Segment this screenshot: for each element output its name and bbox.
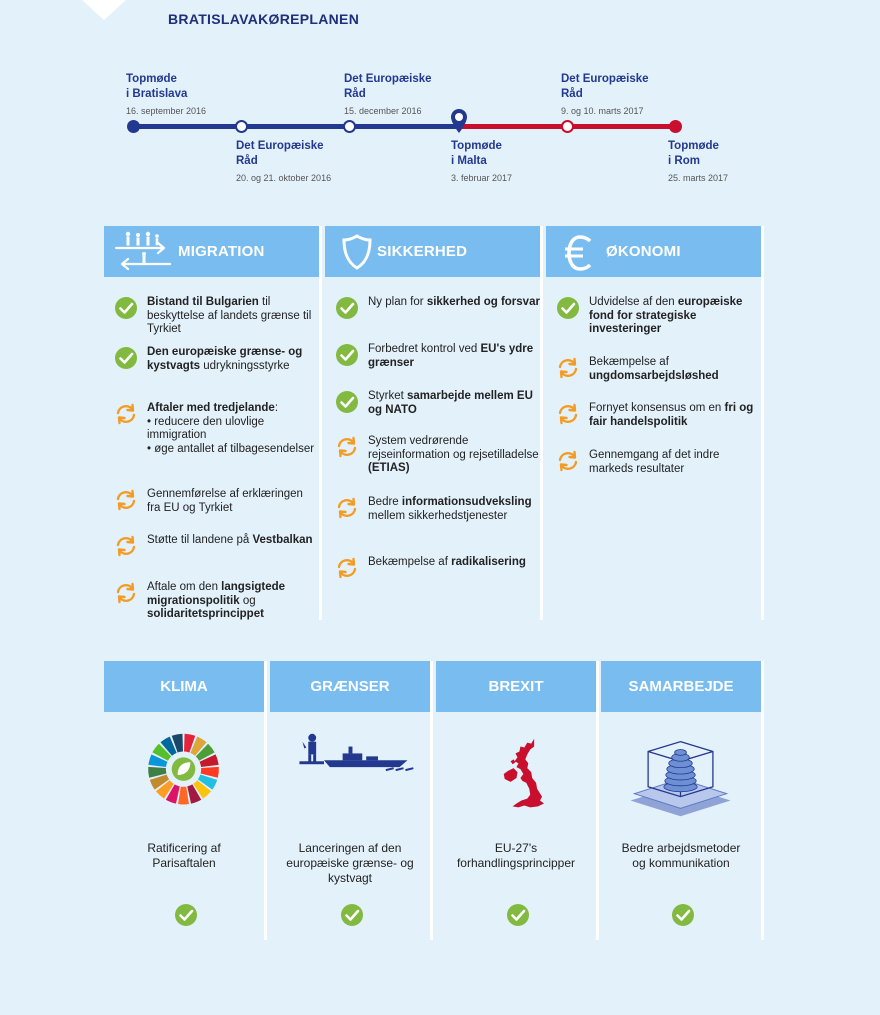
timeline-node <box>235 120 248 133</box>
check-icon <box>335 296 359 320</box>
column-title: SIKKERHED <box>377 243 468 260</box>
sdg-segment <box>178 787 189 805</box>
list-item-text <box>147 346 319 373</box>
text-segment: ungdomsarbejdsløshed <box>589 369 719 382</box>
text-segment: Bedre <box>368 496 402 508</box>
text-segment: langsigtede migrationspolitik <box>147 581 286 607</box>
migration-icon <box>114 230 172 274</box>
box-title: GRÆNSER <box>270 661 430 712</box>
text-segment: Bekæmpelse af <box>368 556 452 568</box>
box-samarbejde <box>601 661 764 940</box>
box-text: Ratificering af Parisaftalen <box>147 841 221 870</box>
check-icon <box>114 296 138 320</box>
check-icon <box>335 343 359 367</box>
box-brexit <box>436 661 599 940</box>
text-segment: EU's ydre grænser <box>368 343 534 369</box>
list-item-text <box>147 534 319 548</box>
timeline-label: Det Europæiske Råd <box>344 73 432 100</box>
check-icon <box>174 903 198 927</box>
text-segment: solidaritetsprincippet <box>147 608 264 620</box>
text-segment: Vestbalkan <box>252 534 313 546</box>
timeline-date: 15. december 2016 <box>344 106 422 116</box>
list-item-text <box>589 449 761 476</box>
list-item-text <box>589 402 761 429</box>
box-klima <box>104 661 267 940</box>
column-header <box>325 226 540 277</box>
text-segment: Aftaler med tredjelande <box>147 402 275 414</box>
page-title: BRATISLAVAKØREPLANEN <box>168 11 360 27</box>
in-progress-icon <box>556 402 580 426</box>
box-text: Bedre arbejdsmetoder og kommunikation <box>621 841 741 870</box>
uk-map-icon <box>436 731 596 821</box>
column-migration <box>104 226 322 620</box>
timeline-node <box>669 120 682 133</box>
box-title: KLIMA <box>104 661 264 712</box>
timeline-date: 3. februar 2017 <box>451 173 513 183</box>
timeline-label: Topmøde i Bratislava <box>126 73 188 100</box>
map-pin-icon <box>450 108 468 134</box>
text-segment: Forbedret kontrol ved <box>368 343 481 355</box>
text-segment: Den europæiske grænse- og kystvagts <box>147 346 303 372</box>
list-item-text <box>589 296 761 337</box>
text-segment: Fornyet konsensus om en <box>589 402 725 414</box>
column-title: MIGRATION <box>178 243 265 260</box>
text-segment: sikkerhed og forsvar <box>426 296 540 308</box>
timeline-node <box>561 120 574 133</box>
text-segment: Støtte til landene på <box>147 534 253 546</box>
timeline-date: 9. og 10. marts 2017 <box>561 106 644 116</box>
text-segment: udrykningsstyrke <box>200 359 290 372</box>
corner-notch <box>82 0 126 20</box>
list-item-text <box>368 296 540 310</box>
box-text: Lanceringen af den europæiske grænse- og kystvagt <box>286 841 414 885</box>
in-progress-icon <box>335 496 359 520</box>
column-title: ØKONOMI <box>606 243 681 260</box>
in-progress-icon <box>114 402 138 426</box>
text-segment: og <box>239 594 256 607</box>
text-segment: informationsudveksling <box>401 496 532 508</box>
check-icon <box>671 903 695 927</box>
text-segment: til beskyttelse af landets grænse til Tyrkiet <box>147 296 312 335</box>
text-segment: Gennemgang af det indre markeds resultater <box>589 449 720 475</box>
text-segment: Bistand til Bulgarien <box>147 296 259 308</box>
text-segment: fri og fair handelspolitik <box>589 402 754 428</box>
list-item-text <box>368 343 540 370</box>
check-icon <box>114 346 138 370</box>
box-graenser <box>270 661 433 940</box>
in-progress-icon <box>114 488 138 512</box>
timeline-date: 16. september 2016 <box>126 106 207 116</box>
column-sikkerhed <box>325 226 543 620</box>
shield-icon <box>341 233 373 271</box>
list-item-text <box>147 402 319 456</box>
text-segment: Aftale om den <box>147 581 222 593</box>
text-segment: mellem sikkerhedstjenester <box>368 509 508 522</box>
column-header <box>546 226 761 277</box>
box-text: EU-27's forhandlingsprincipper <box>456 841 576 870</box>
list-item-text <box>368 435 540 476</box>
text-segment: Ny plan for <box>368 296 427 308</box>
timeline-label: Topmøde i Malta <box>451 140 502 167</box>
text-segment: Styrket <box>368 390 407 402</box>
timeline-label: Det Europæiske Råd <box>236 140 324 167</box>
cooperation-tower-icon <box>601 731 761 821</box>
text-segment: europæiske fond for strategiske investeringer <box>589 296 743 335</box>
timeline-label: Det Europæiske Råd <box>561 73 649 100</box>
euro-icon <box>564 234 596 272</box>
check-icon <box>556 296 580 320</box>
column-header <box>104 226 319 277</box>
list-item-text <box>147 296 319 337</box>
timeline-label: Topmøde i Rom <box>668 140 719 167</box>
check-icon <box>335 390 359 414</box>
list-item-text <box>147 581 319 622</box>
text-segment: samarbejde mellem EU og NATO <box>368 390 533 416</box>
text-segment: System vedrørende rejseinformation og rejsetilladelse <box>368 435 539 461</box>
text-segment: (ETIAS) <box>368 462 410 474</box>
timeline-line-blue <box>133 124 460 129</box>
in-progress-icon <box>556 449 580 473</box>
list-item-text <box>147 488 319 515</box>
sdg-wheel-icon <box>104 731 264 821</box>
timeline-node <box>343 120 356 133</box>
list-item-text <box>368 390 540 417</box>
check-icon <box>506 903 530 927</box>
timeline-date: 25. marts 2017 <box>668 173 729 183</box>
in-progress-icon <box>335 556 359 580</box>
text-segment: Udvidelse af den <box>589 296 678 308</box>
in-progress-icon <box>114 534 138 558</box>
text-segment: : • reducere den ulovlige immigration • øge antallet af tilbagesendelser <box>147 402 315 455</box>
list-item-text <box>368 556 540 570</box>
list-item-text <box>368 496 540 523</box>
timeline-date: 20. og 21. oktober 2016 <box>236 173 332 183</box>
column-okonomi <box>546 226 764 620</box>
in-progress-icon <box>114 581 138 605</box>
in-progress-icon <box>556 356 580 380</box>
text-segment: radikalisering <box>451 556 526 568</box>
list-item-text <box>589 356 761 383</box>
text-segment: Gennemførelse af erklæringen fra EU og Tyrkiet <box>147 488 303 514</box>
box-title: BREXIT <box>436 661 596 712</box>
check-icon <box>340 903 364 927</box>
text-segment: Bekæmpelse af <box>589 356 669 368</box>
timeline-node <box>127 120 140 133</box>
border-guard-ship-icon <box>270 731 430 821</box>
in-progress-icon <box>335 435 359 459</box>
box-title: SAMARBEJDE <box>601 661 761 712</box>
